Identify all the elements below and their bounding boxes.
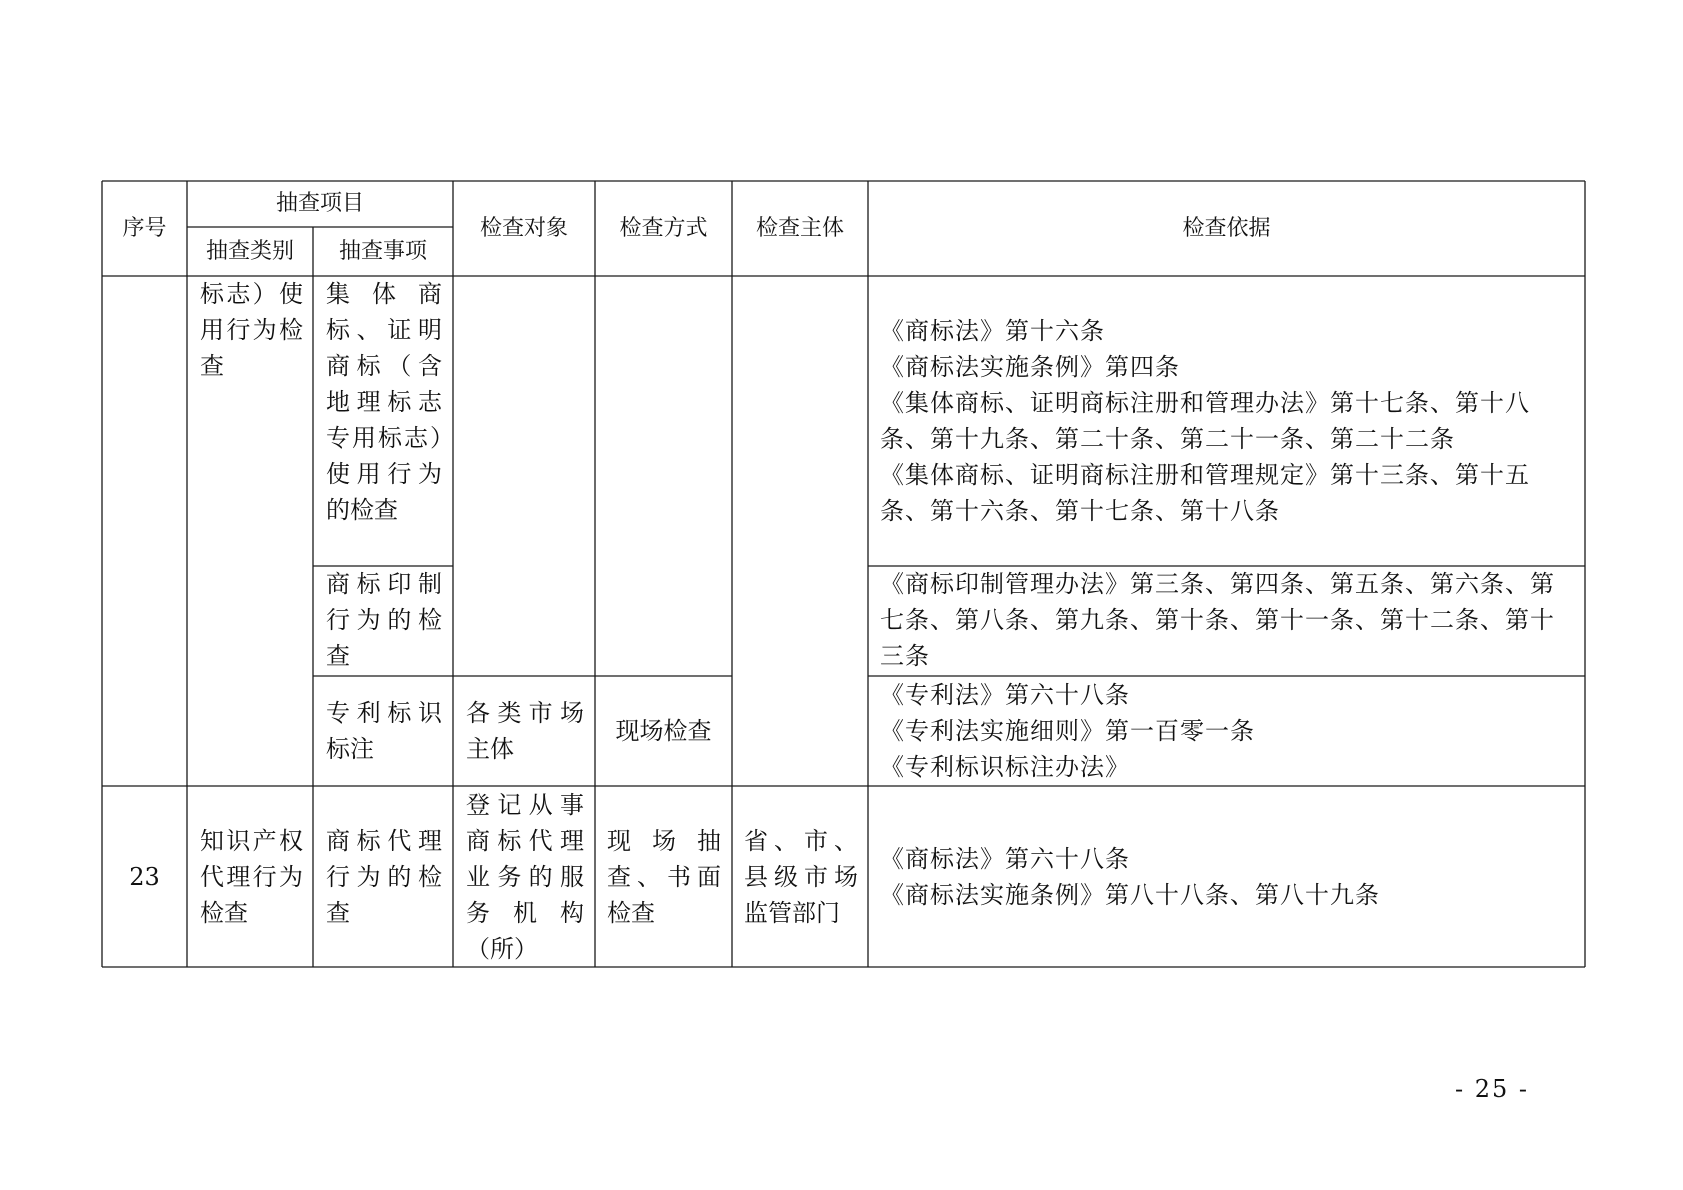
header-method: 检查方式 [619, 215, 708, 241]
row2-matter: 商标印制行为的检查 [326, 570, 442, 670]
row23-target: 登记从事商标代理业务的服务机构（所） [466, 790, 584, 963]
row23-subject: 省、市、县级市场监管部门 [744, 826, 858, 927]
header-spot-matter: 抽查事项 [338, 238, 427, 264]
row1-basis: 《商标法》第十六条 《商标法实施条例》第四条 《集体商标、证明商标注册和管理办法》第十七条、第十八条、第十九条、第二十条、第二十一条、第二十二条 《集体商标、证明商标注册和管理规定》第十三条、第十五条、第十六条、第十七条、第十八条 [880, 317, 1530, 525]
row1-matter: 集体商标、证明商标（含地理标志专用标志）使用行为的检查 [326, 280, 442, 524]
row23-matter: 商标代理行为的检查 [326, 826, 442, 927]
row3-target: 各类市场主体 [466, 699, 584, 763]
row23-seq: 23 [129, 862, 160, 891]
row3-method: 现场检查 [615, 717, 712, 745]
header-seq: 序号 [122, 215, 167, 241]
row3-matter: 专利标识标注 [326, 699, 442, 763]
row23-basis: 《商标法》第六十八条 《商标法实施条例》第八十八条、第八十九条 [880, 844, 1380, 909]
row3-basis: 《专利法》第六十八条 《专利法实施细则》第一百零一条 《专利标识标注办法》 [880, 681, 1255, 781]
row23-category: 知识产权代理行为检查 [200, 826, 303, 927]
header-basis: 检查依据 [1182, 215, 1271, 241]
header-spot-item: 抽查项目 [275, 191, 364, 216]
row2-basis: 《商标印制管理办法》第三条、第四条、第五条、第六条、第七条、第八条、第九条、第十条、第十一条、第十二条、第十三条 [880, 570, 1555, 670]
header-spot-category: 抽查类别 [205, 238, 294, 264]
header-target: 检查对象 [479, 215, 568, 241]
page-number: - 25 - [1455, 1075, 1530, 1103]
row23-method: 现场抽查、书面检查 [607, 826, 721, 927]
header-subject: 检查主体 [755, 215, 844, 241]
row1-category: 标志）使用行为检查 [200, 280, 303, 380]
